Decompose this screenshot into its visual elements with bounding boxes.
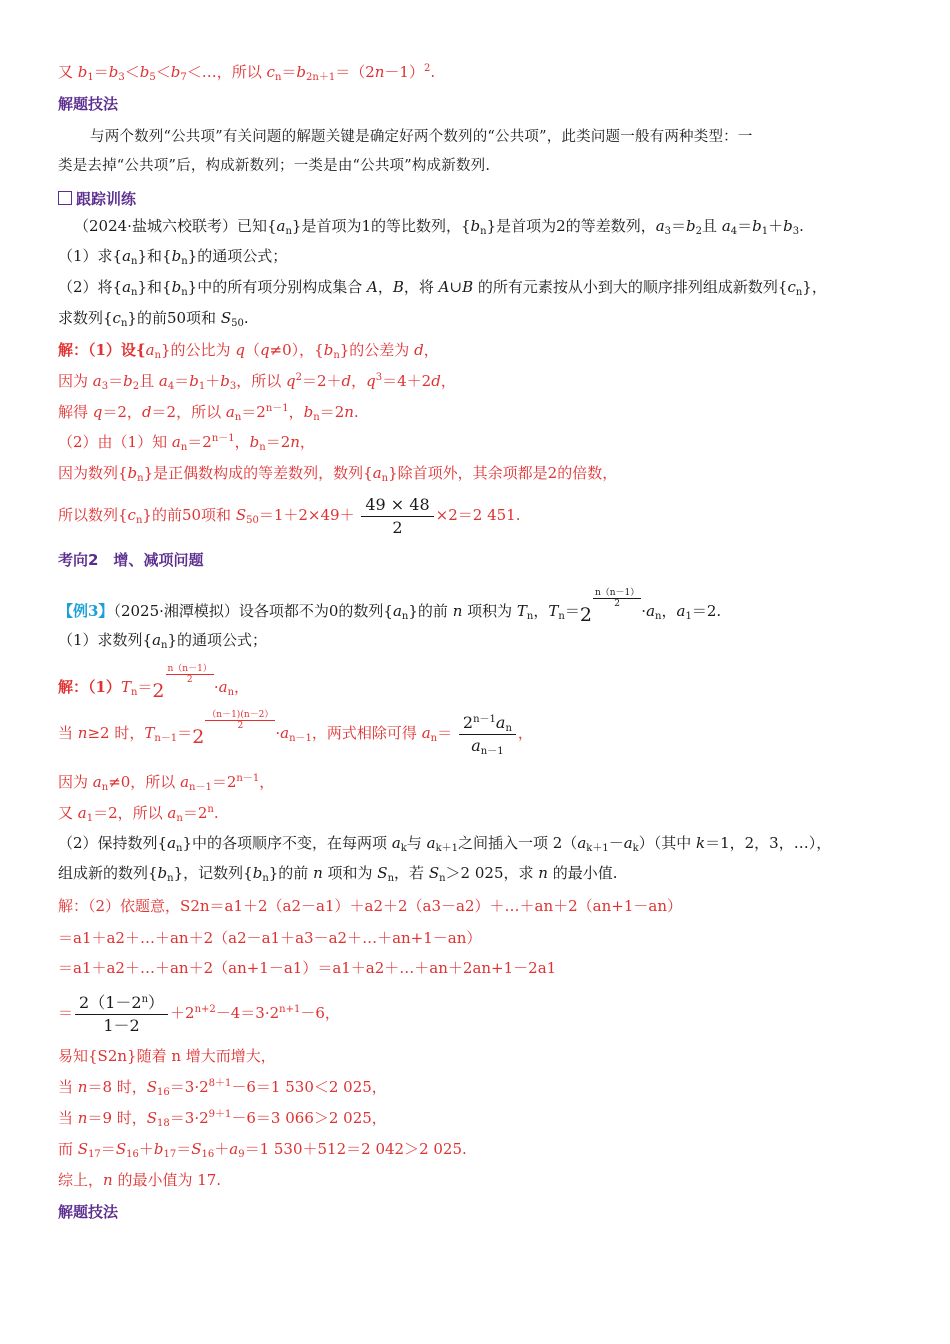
practice-q1: （1）求$\{a_n\}$和$\{b_n\}$的通项公式； — [58, 247, 288, 267]
method-heading-2: 解题技法 — [58, 1203, 119, 1221]
fraction-an-ratio: $\frac{2^{n-1}a_n}{a_{n-1}}$ — [459, 712, 516, 757]
ex3-sol1-line1: 解：$(1)T_n=2$ $\frac{n(n-1)}{2}$ $\cdot a_n$， — [58, 664, 250, 702]
method-heading: 解题技法 — [58, 95, 119, 113]
example3-q2: （2）保持数列$\{a_n\}$中的各项顺序不变，在每两项 $a_k$与 $a_{k+1}$之间插入一项 $2(a_{k+1}-a_k)$（其中 k＝1，2，3，…）， — [58, 834, 832, 854]
sol1-line2: 因为 $a_3=b_2$且 $a_4=b_1+b_3$，所以 $q^2=2+d$，$q^3=4+2d$， — [58, 372, 456, 392]
ex3-sol2-line4: ＝ $\frac{2(1-2^n)}{1-2}$ $+2^{n+2}-4=3\cdot 2^{n+1}-6$， — [58, 992, 340, 1035]
ex3-sol2-line3: ＝a1＋a2＋…＋an＋2（an+1－a1）＝a1＋a2＋…＋an＋2an+1－2a1 — [58, 959, 557, 977]
practice-stem: （2024·盐城六校联考）已知$\{a_n\}$是首项为1的等比数列，$\{b_n\}$是首项为2的等差数列，$a_3=b_2$且 $a_4=b_1+b_3$. — [74, 217, 804, 237]
ex3-sol2-line2: ＝a1＋a2＋…＋an＋2（a2－a1＋a3－a2＋…＋an+1－an） — [58, 929, 482, 947]
ex3-sol1-line4: 又 $a_1=2$，所以 $a_n=2^n$. — [58, 804, 219, 824]
ex3-sol2-line5: 易知{S2n}随着 n 增大而增大， — [58, 1047, 276, 1065]
exponent-fraction: $\frac{n(n-1)}{2}$ — [167, 664, 212, 685]
ex3-sol2-line6: 当 n＝8 时，$S_{16}=3\cdot 2^{8+1}-6=1$ 530＜2 025， — [58, 1078, 387, 1098]
fraction-geometric-sum: $\frac{2(1-2^n)}{1-2}$ — [75, 992, 168, 1037]
practice-q2: （2）将$\{a_n\}$和$\{b_n\}$中的所有项分别构成集合 A，B，将 A∪B 的所有元素按从小到大的顺序排列组成新数列$\{c_n\}$， — [58, 278, 827, 298]
sol1-line6: 所以数列$\{c_n\}$的前50项和 $S_{50}=1+2\times 49+$ $\frac{49 \times 48}{2}$ ×2＝2 451. — [58, 494, 521, 537]
sol1-line4: （2）由（1）知 $a_n=2^{n-1}$，$b_n=2n$， — [58, 433, 315, 453]
ex3-sol1-line2: 当 n≥2 时，$T_{n-1}=2$ $\frac{(n-1)(n-2)}{2}$ $\cdot a_{n-1}$，两式相除可得 $a_n=$ $\frac{2^{n-1}a_n}{a_{n-1}}$ ， — [58, 710, 533, 757]
sol1-line1: 解：（1）设$\{a_n\}$的公比为 q（q≠0），$\{b_n\}$的公差为 d， — [58, 341, 439, 361]
practice-heading: 跟踪训练 — [58, 189, 136, 209]
ex3-sol2-line7: 当 n＝9 时，$S_{18}=3\cdot 2^{9+1}-6=3$ 066＞2 025， — [58, 1109, 387, 1129]
ex3-sol2-line1: 解：（2）依题意，S2n＝a1＋2（a2－a1）＋a2＋2（a3－a2）＋…＋an＋2（an+1－an） — [58, 897, 682, 915]
ex3-sol2-line8: 而 $S_{17}=S_{16}+b_{17}=S_{16}+a_9=1$ 530＋512＝2 042＞2 025. — [58, 1140, 467, 1160]
example-tag: 【例3】 — [58, 602, 114, 620]
exponent-fraction: $\frac{n(n-1)}{2}$ — [594, 588, 640, 609]
example3-stem: 【例3】（2025·湘潭模拟）设各项都不为0的数列$\{a_n\}$的前 n 项积为 $T_n$，$T_n=2$ $\frac{n(n-1)}{2}$ $\cdot a_n$，$a_1=2$. — [58, 588, 722, 626]
ex3-sol1-line3: 因为 $a_n\ne 0$，所以 $a_{n-1}=2^{n-1}$， — [58, 773, 275, 793]
practice-q2-cont: 求数列$\{c_n\}$的前50项和 $S_{50}$. — [58, 309, 249, 329]
sol1-line3: 解得 q＝2，d＝2，所以 $a_n=2^{n-1}$，$b_n=2n$. — [58, 403, 359, 423]
example3-q2-cont: 组成新的数列$\{b_n\}$，记数列$\{b_n\}$的前 n 项和为 $S_n$，若 $S_n>2$ 025，求 n 的最小值. — [58, 864, 618, 884]
checkbox-icon — [58, 191, 72, 205]
fraction-49x48-over-2: $\frac{49 \times 48}{2}$ — [361, 494, 433, 539]
method-text-line2: 类是去掉“公共项”后，构成新数列；一类是由“公共项”构成新数列. — [58, 158, 491, 174]
direction-2-heading: 考向2 增、减项问题 — [58, 551, 204, 569]
ex3-sol2-line9: 综上，n 的最小值为 17. — [58, 1171, 222, 1189]
exponent-fraction: $\frac{(n-1)(n-2)}{2}$ — [207, 710, 274, 731]
sol1-line5: 因为数列$\{b_n\}$是正偶数构成的等差数列，数列$\{a_n\}$除首项外，其余项都是2的倍数， — [58, 464, 618, 484]
method-text-line1: 与两个数列“公共项”有关问题的解题关键是确定好两个数列的“公共项”，此类问题一般有两种类型：一 — [90, 129, 753, 145]
example3-q1: （1）求数列$\{a_n\}$的通项公式； — [58, 631, 268, 651]
answer-line-c-n: 又 $b_1=b_3<b_5<b_7<\dots$，所以 $c_n=b_{2n+1}=(2n-1)^2$. — [58, 63, 436, 83]
